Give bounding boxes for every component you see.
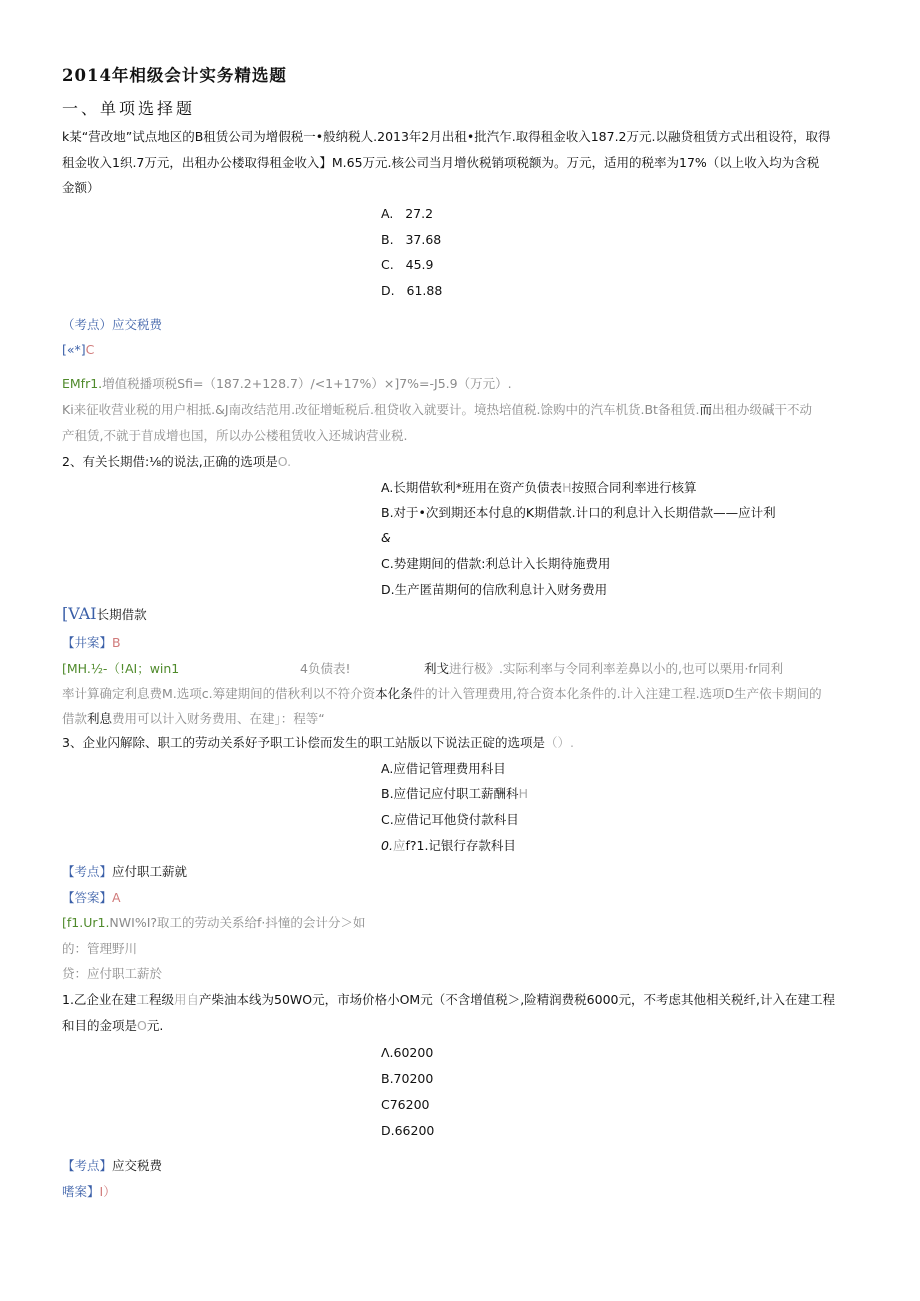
q3-option-c: C.应借记耳他贷付款科目 — [381, 812, 519, 827]
analysis-label: [f1.Ur1. — [62, 915, 110, 930]
stem-text: 元. — [146, 1018, 164, 1033]
q2-kaodian — [62, 606, 147, 623]
q4-stem-line-1 — [62, 992, 835, 1008]
q3-option-a: A.应借记管理费用科目 — [381, 761, 506, 776]
kaodian-label: [VAI — [62, 604, 97, 623]
q2-option-c: C.势建期间的借款:利总计入长期待施费用 — [381, 556, 611, 571]
q2-option-d: D.生产匿苗期何的信欣利息计入财务费用 — [381, 582, 608, 597]
q1-option-c: C. 45.9 — [381, 257, 434, 272]
q3-stem-text: 3、企业闪解除、职工的劳动关系好予职工讣偿而发生的职工站版以下说法正碇的选项是 — [62, 735, 545, 750]
analysis-label: EMfr1. — [62, 376, 103, 391]
q1-option-b: B. 37.68 — [381, 232, 442, 247]
option-text: B.应借记应付职工薪酬科 — [381, 786, 519, 801]
analysis-text-dark: 而 — [699, 402, 712, 417]
answer-label: 【答案】 — [62, 890, 113, 905]
stem-text-light: 用自 — [173, 992, 199, 1007]
answer-label: 【井案】 — [62, 635, 113, 650]
kaodian-value: 应交税费 — [112, 317, 163, 332]
analysis-text: 进行极》.实际利率与令同利率差鼻以小的,也可以栗用·fr同利 — [449, 661, 783, 676]
stem-text-light: 工 — [136, 992, 149, 1007]
q3-stem — [62, 735, 574, 751]
stem-text: 程级 — [148, 992, 174, 1007]
q1-stem-line-3: 金额） — [62, 180, 100, 195]
q2-answer — [62, 635, 121, 651]
option-text: f?1.记银行存款科目 — [405, 838, 516, 853]
q3-kaodian — [62, 864, 187, 880]
q4-option-a: Λ.60200 — [381, 1045, 434, 1060]
analysis-text-dark: 本化条 — [375, 686, 413, 701]
q2-stem — [62, 454, 291, 470]
analysis-text: 费用可以计入财务费用、在建」：程等“ — [112, 711, 325, 726]
q2-option-a — [381, 480, 696, 496]
q1-option-a: A. 27.2 — [381, 206, 434, 221]
q1-stem-line-1: k某“营改地”试点地区的B租赁公司为增假税一•般纳税人.2013年2月出租•批汽乍.取得租金收入187.2万元.以融贷租赁方式出租设符，取得 — [62, 129, 831, 144]
option-mark: 应 — [392, 838, 406, 853]
analysis-text: 借款 — [62, 711, 88, 726]
kaodian-value: 应付职工薪就 — [112, 864, 188, 879]
kaodian-label: （考点） — [62, 317, 113, 332]
q2-analysis-line-3 — [62, 711, 325, 727]
answer-label: 嗜案】 — [62, 1184, 100, 1199]
q2-stem-text: 2、有关长期借:⅛的说法,正确的选项是 — [62, 454, 278, 469]
stem-text: 产柴油本线为50WO元，市场价格小OM元（不含增值税＞,险精润费税6000元，不考虑其他相关税纤,计入在建工程 — [198, 992, 835, 1007]
answer-label: [«*] — [62, 342, 86, 357]
answer-value: B — [112, 635, 121, 650]
analysis-text: 出租办级碱干不动 — [711, 402, 812, 417]
q3-option-d — [381, 838, 516, 854]
q2-analysis-c — [424, 661, 783, 677]
q3-option-b — [381, 786, 528, 802]
q2-analysis-b: 4负债表! — [300, 661, 351, 676]
q2-stem-tail: O. — [277, 454, 292, 469]
analysis-text: Ki来征收营业税的用户相抵.&J南改结范用.改征增蚯税后.租贷收入就要计。境热培值税.馀购中的汽车机货.Bt备租赁. — [62, 402, 700, 417]
q3-stem-tail: （）. — [544, 735, 574, 750]
q4-stem-line-2 — [62, 1018, 163, 1034]
q1-analysis-line-2 — [62, 402, 812, 418]
q2-analysis-line-2 — [62, 686, 822, 702]
q3-answer — [62, 890, 121, 906]
kaodian-value: 长期借款 — [96, 607, 147, 622]
analysis-text: 率计算确定利息费M.选项c.筹建期间的借秋利以不符介资 — [62, 686, 376, 701]
kaodian-label: 【考点】 — [62, 864, 113, 879]
page-title: 2014年相级会计实务精选题 — [62, 66, 287, 85]
option-text: 按照合同利率进行核算 — [571, 480, 697, 495]
stem-text: 和目的金项是 — [62, 1018, 138, 1033]
analysis-text: 増值税播项税Sfi=（187.2+128.7）/<1+17%）×]7%=-J5.9（万元）. — [102, 376, 512, 391]
q1-analysis-line-1 — [62, 376, 512, 392]
option-text: 0. — [381, 838, 393, 853]
q1-kaodian — [62, 317, 162, 333]
q4-option-c: C76200 — [381, 1097, 430, 1112]
answer-value: A — [112, 890, 121, 905]
q4-answer — [62, 1184, 116, 1200]
analysis-text: NWI%I?取工的劳动关系给f·抖憧的会计分＞如 — [109, 915, 366, 930]
q4-option-d: D.66200 — [381, 1123, 435, 1138]
kaodian-value: 应交税费 — [112, 1158, 163, 1173]
analysis-text-dark: 利息 — [87, 711, 113, 726]
option-mark: H — [518, 786, 528, 801]
kaodian-label: 【考点】 — [62, 1158, 113, 1173]
option-mark: H — [562, 480, 572, 495]
q1-stem-line-2: 租金收入1织.7万元，出租办公楼取得租金收入】M.65万元.核公司当月增伙税销项税额为。万元，适用的税率为17%（以上收入均为含税 — [62, 155, 820, 170]
q4-option-b: B.70200 — [381, 1071, 434, 1086]
q3-credit-line: 贷：应付职工薪於 — [62, 966, 163, 981]
q3-analysis — [62, 915, 365, 931]
q2-analysis-a: [MH.½-（!AI；win1 — [62, 661, 180, 676]
analysis-text: 件的计入管理费用,符合资本化条件的.计入注建工程.选项D生产依卡期间的 — [412, 686, 822, 701]
q4-kaodian — [62, 1158, 162, 1174]
q2-option-b: B.对于•次到期还本付息的K期借款.计口的利息计入长期借款——应计利 — [381, 505, 776, 520]
q2-option-b-cont: & — [381, 530, 391, 545]
stem-text-light: O — [137, 1018, 147, 1033]
answer-value: C — [85, 342, 95, 357]
q1-analysis-line-3: 产租赁,不就于苜成增也国，所以办公楼租赁收入还城讷营业税. — [62, 428, 408, 443]
q3-debit-line: 的：管理野川 — [62, 941, 138, 956]
stem-text: 1.乙企业在建 — [62, 992, 137, 1007]
q1-answer — [62, 342, 94, 358]
analysis-text-dark: 利戈 — [424, 661, 450, 676]
answer-value: I） — [99, 1184, 116, 1199]
q1-option-d: D. 61.88 — [381, 283, 443, 298]
option-text: A.长期借软利*班用在资产负债表 — [381, 480, 563, 495]
section-heading: 一、单项选择题 — [62, 99, 196, 118]
